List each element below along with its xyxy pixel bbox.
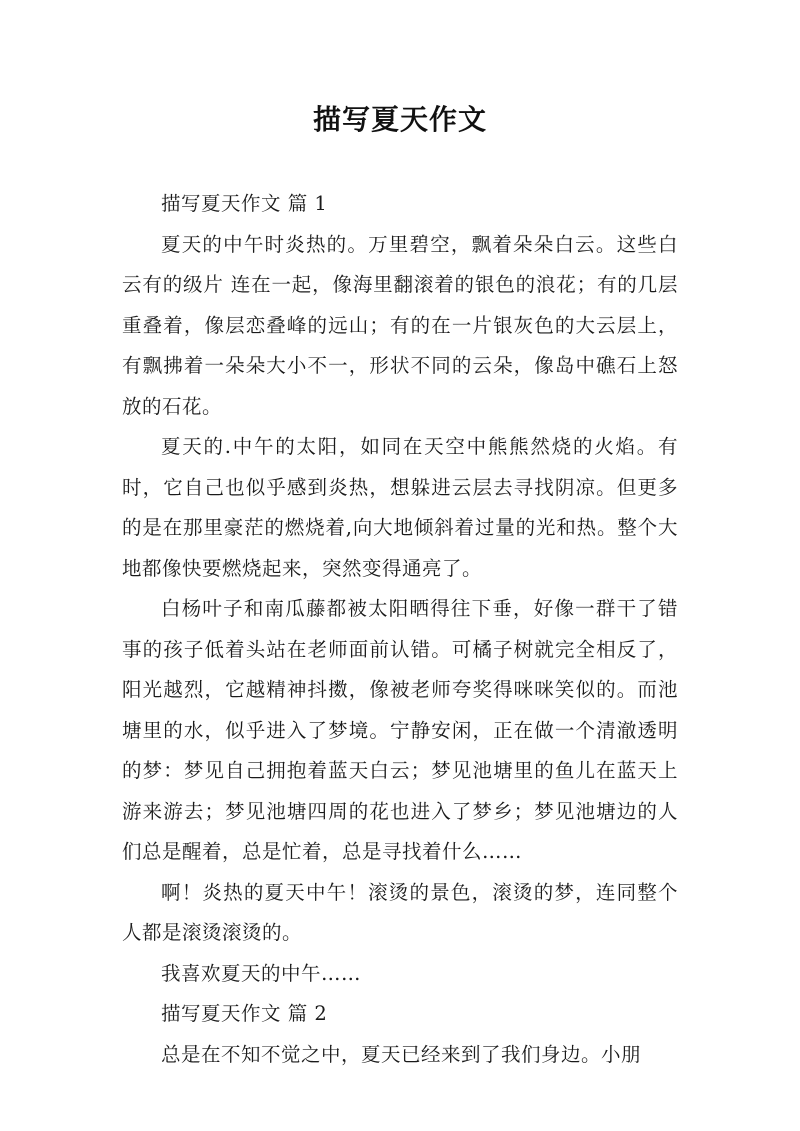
section-heading-1: 描写夏天作文 篇 1 <box>161 192 328 215</box>
paragraph: 总是在不知不觉之中，夏天已经来到了我们身边。小朋 <box>161 1042 642 1066</box>
paragraph: 夏天的.中午的太阳，如同在天空中熊熊然烧的火焰。有时，它自己也似乎感到炎热，想躲进云层去寻找阴凉。但更多的是在那里豪茫的燃烧着,向大地倾斜着过量的光和热。整个大地都像快要燃烧起来，突然变得通亮了。 <box>122 435 678 580</box>
paragraph: 啊！炎热的夏天中午！滚烫的景色，滚烫的梦，连同整个人都是滚烫滚烫的。 <box>122 880 678 944</box>
paragraph: 我喜欢夏天的中午…… <box>161 961 362 985</box>
paragraph: 夏天的中午时炎热的。万里碧空，飘着朵朵白云。这些白云有的级片 连在一起，像海里翻滚着的银色的浪花；有的几层重叠着，像层恋叠峰的远山；有的在一片银灰色的大云层上，有飘拂着一朵朵大小不一，形状不同的云朵，像岛中礁石上怒放的石花。 <box>122 232 678 418</box>
paragraph: 白杨叶子和南瓜藤都被太阳晒得往下垂，好像一群干了错事的孩子低着头站在老师面前认错。可橘子树就完全相反了，阳光越烈，它越精神抖擞，像被老师夸奖得咪咪笑似的。而池塘里的水，似乎进入了梦境。宁静安闲，正在做一个清澈透明的梦：梦见自己拥抱着蓝天白云；梦见池塘里的鱼儿在蓝天上游来游去；梦见池塘四周的花也进入了梦乡；梦见池塘边的人们总是醒着，总是忙着，总是寻找着什么…… <box>122 597 678 863</box>
document-title: 描写夏天作文 <box>312 103 487 136</box>
section-heading-2: 描写夏天作文 篇 2 <box>161 1002 328 1025</box>
document-body <box>122 184 678 1075</box>
